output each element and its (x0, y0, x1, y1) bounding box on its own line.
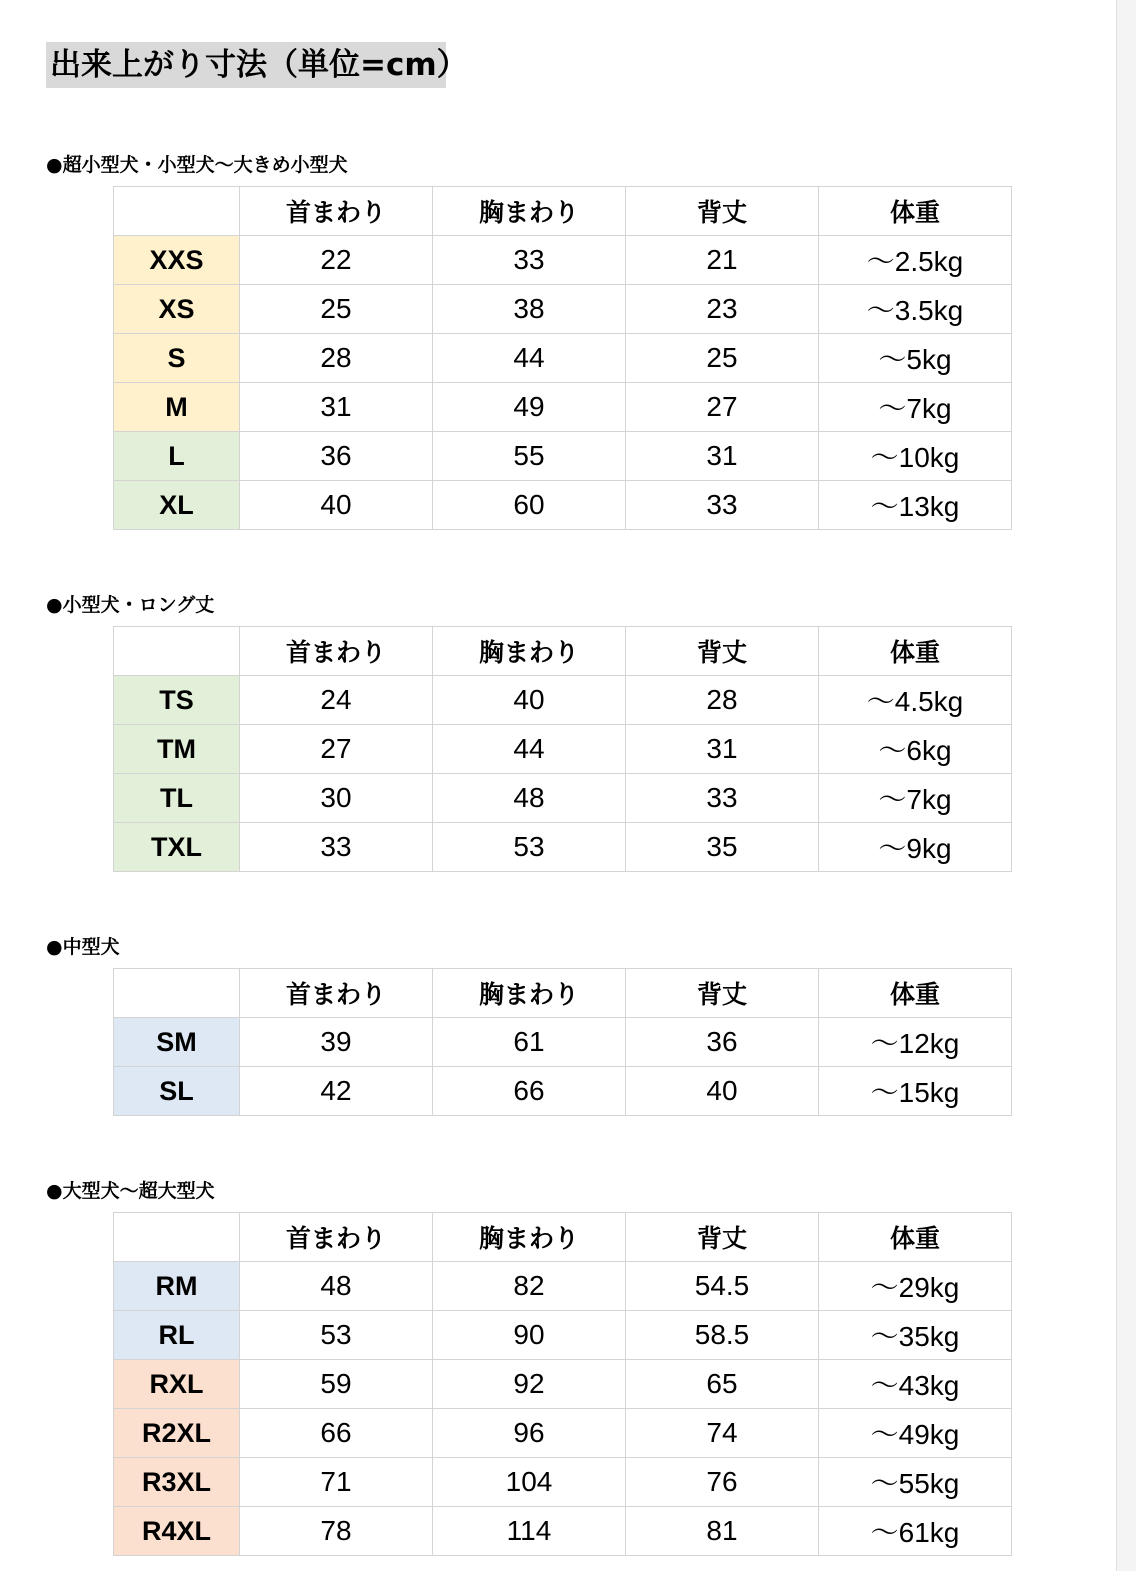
neck-cell: 66 (240, 1409, 433, 1458)
size-label-cell: R4XL (114, 1507, 240, 1556)
header-corner-cell (114, 969, 240, 1018)
column-header: 体重 (819, 1213, 1012, 1262)
size-label-cell: TS (114, 676, 240, 725)
neck-cell: 71 (240, 1458, 433, 1507)
back-cell: 40 (626, 1067, 819, 1116)
chest-cell: 40 (433, 676, 626, 725)
chest-cell: 55 (433, 432, 626, 481)
weight-cell: ～29kg (819, 1262, 1012, 1311)
size-label-cell: RXL (114, 1360, 240, 1409)
neck-cell: 36 (240, 432, 433, 481)
chest-cell: 114 (433, 1507, 626, 1556)
neck-cell: 24 (240, 676, 433, 725)
size-label-cell: XS (114, 285, 240, 334)
neck-cell: 53 (240, 1311, 433, 1360)
table-row (114, 725, 1012, 774)
chest-cell: 82 (433, 1262, 626, 1311)
weight-cell: ～4.5kg (819, 676, 1012, 725)
page-right-edge (1116, 0, 1136, 1571)
neck-cell: 30 (240, 774, 433, 823)
neck-cell: 28 (240, 334, 433, 383)
back-cell: 65 (626, 1360, 819, 1409)
back-cell: 23 (626, 285, 819, 334)
chest-cell: 104 (433, 1458, 626, 1507)
table-row (114, 1262, 1012, 1311)
weight-cell: ～7kg (819, 383, 1012, 432)
table-row (114, 1409, 1012, 1458)
chest-cell: 60 (433, 481, 626, 530)
size-label-cell: TL (114, 774, 240, 823)
size-label-cell: TM (114, 725, 240, 774)
table-row (114, 236, 1012, 285)
weight-cell: ～15kg (819, 1067, 1012, 1116)
column-header: 背丈 (626, 187, 819, 236)
size-label-cell: R2XL (114, 1409, 240, 1458)
back-cell: 74 (626, 1409, 819, 1458)
neck-cell: 39 (240, 1018, 433, 1067)
size-table (113, 968, 1012, 1116)
column-header: 首まわり (240, 187, 433, 236)
column-header: 体重 (819, 187, 1012, 236)
chest-cell: 90 (433, 1311, 626, 1360)
weight-cell: ～35kg (819, 1311, 1012, 1360)
size-table (113, 626, 1012, 872)
size-label-cell: TXL (114, 823, 240, 872)
back-cell: 76 (626, 1458, 819, 1507)
column-header: 胸まわり (433, 1213, 626, 1262)
size-label-cell: SM (114, 1018, 240, 1067)
size-label-cell: M (114, 383, 240, 432)
column-header: 体重 (819, 627, 1012, 676)
size-label-cell: SL (114, 1067, 240, 1116)
table-header-row (114, 627, 1012, 676)
weight-cell: ～2.5kg (819, 236, 1012, 285)
weight-cell: ～5kg (819, 334, 1012, 383)
column-header: 首まわり (240, 627, 433, 676)
chest-cell: 61 (433, 1018, 626, 1067)
table-row (114, 774, 1012, 823)
page-title: 出来上がり寸法（単位=cm） (46, 42, 446, 88)
chest-cell: 48 (433, 774, 626, 823)
size-label-cell: RL (114, 1311, 240, 1360)
back-cell: 54.5 (626, 1262, 819, 1311)
column-header: 首まわり (240, 969, 433, 1018)
table-row (114, 1458, 1012, 1507)
column-header: 背丈 (626, 1213, 819, 1262)
section-title: ●中型犬 (46, 936, 120, 958)
weight-cell: ～43kg (819, 1360, 1012, 1409)
weight-cell: ～9kg (819, 823, 1012, 872)
size-table (113, 1212, 1012, 1556)
size-label-cell: RM (114, 1262, 240, 1311)
table-row (114, 432, 1012, 481)
chest-cell: 38 (433, 285, 626, 334)
neck-cell: 27 (240, 725, 433, 774)
header-corner-cell (114, 627, 240, 676)
table-row (114, 1018, 1012, 1067)
table-header-row (114, 1213, 1012, 1262)
back-cell: 35 (626, 823, 819, 872)
size-label-cell: R3XL (114, 1458, 240, 1507)
weight-cell: ～6kg (819, 725, 1012, 774)
neck-cell: 22 (240, 236, 433, 285)
back-cell: 81 (626, 1507, 819, 1556)
table-row (114, 1067, 1012, 1116)
neck-cell: 59 (240, 1360, 433, 1409)
table-header-row (114, 187, 1012, 236)
header-corner-cell (114, 1213, 240, 1262)
neck-cell: 33 (240, 823, 433, 872)
header-corner-cell (114, 187, 240, 236)
chest-cell: 44 (433, 334, 626, 383)
weight-cell: ～3.5kg (819, 285, 1012, 334)
chest-cell: 96 (433, 1409, 626, 1458)
weight-cell: ～55kg (819, 1458, 1012, 1507)
table-row (114, 1507, 1012, 1556)
chest-cell: 92 (433, 1360, 626, 1409)
table-row (114, 334, 1012, 383)
section-title: ●超小型犬・小型犬～大きめ小型犬 (46, 154, 348, 176)
size-label-cell: XXS (114, 236, 240, 285)
back-cell: 25 (626, 334, 819, 383)
table-row (114, 285, 1012, 334)
table-row (114, 383, 1012, 432)
column-header: 胸まわり (433, 187, 626, 236)
table-row (114, 823, 1012, 872)
back-cell: 58.5 (626, 1311, 819, 1360)
chest-cell: 49 (433, 383, 626, 432)
column-header: 胸まわり (433, 627, 626, 676)
neck-cell: 40 (240, 481, 433, 530)
back-cell: 36 (626, 1018, 819, 1067)
weight-cell: ～61kg (819, 1507, 1012, 1556)
size-label-cell: XL (114, 481, 240, 530)
size-table (113, 186, 1012, 530)
section-title: ●大型犬～超大型犬 (46, 1180, 215, 1202)
chest-cell: 66 (433, 1067, 626, 1116)
weight-cell: ～10kg (819, 432, 1012, 481)
neck-cell: 48 (240, 1262, 433, 1311)
neck-cell: 42 (240, 1067, 433, 1116)
chest-cell: 53 (433, 823, 626, 872)
section-title: ●小型犬・ロング丈 (46, 594, 215, 616)
back-cell: 28 (626, 676, 819, 725)
weight-cell: ～13kg (819, 481, 1012, 530)
neck-cell: 78 (240, 1507, 433, 1556)
column-header: 首まわり (240, 1213, 433, 1262)
column-header: 胸まわり (433, 969, 626, 1018)
back-cell: 27 (626, 383, 819, 432)
neck-cell: 25 (240, 285, 433, 334)
table-header-row (114, 969, 1012, 1018)
weight-cell: ～49kg (819, 1409, 1012, 1458)
chest-cell: 33 (433, 236, 626, 285)
chest-cell: 44 (433, 725, 626, 774)
size-label-cell: S (114, 334, 240, 383)
column-header: 背丈 (626, 627, 819, 676)
table-row (114, 1360, 1012, 1409)
column-header: 背丈 (626, 969, 819, 1018)
weight-cell: ～7kg (819, 774, 1012, 823)
table-row (114, 1311, 1012, 1360)
table-row (114, 481, 1012, 530)
table-row (114, 676, 1012, 725)
back-cell: 21 (626, 236, 819, 285)
back-cell: 31 (626, 432, 819, 481)
back-cell: 33 (626, 774, 819, 823)
back-cell: 33 (626, 481, 819, 530)
weight-cell: ～12kg (819, 1018, 1012, 1067)
neck-cell: 31 (240, 383, 433, 432)
column-header: 体重 (819, 969, 1012, 1018)
size-label-cell: L (114, 432, 240, 481)
back-cell: 31 (626, 725, 819, 774)
